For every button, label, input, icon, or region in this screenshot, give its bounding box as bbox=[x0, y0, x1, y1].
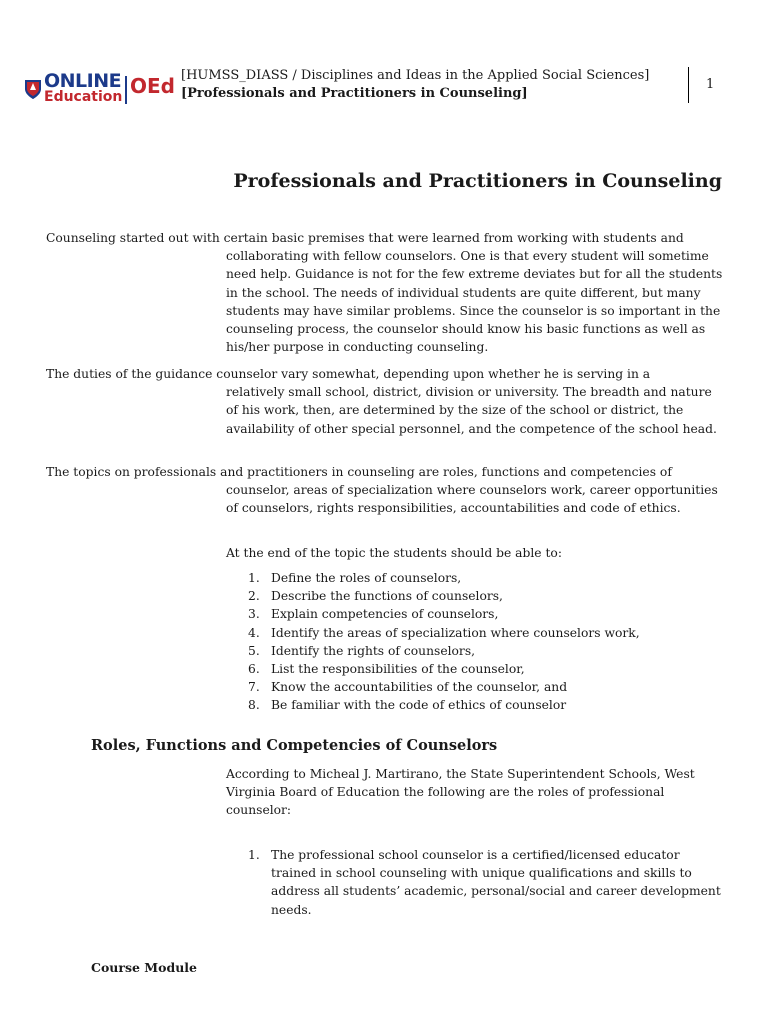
online-education-logo bbox=[24, 70, 174, 110]
section-heading: Roles, Functions and Competencies of Counselors bbox=[91, 737, 498, 754]
list-item: 6. List the responsibilities of the counselor, bbox=[248, 662, 525, 677]
shield-icon bbox=[24, 78, 42, 100]
logo-separator bbox=[125, 76, 127, 104]
objectives-intro: At the end of the topic the students should be able to: bbox=[226, 546, 562, 560]
header-divider bbox=[688, 67, 689, 103]
paragraph-premises bbox=[46, 229, 726, 356]
roles-list bbox=[226, 846, 726, 919]
list-item: 5. Identify the rights of counselors, bbox=[248, 643, 476, 658]
page-title: Professionals and Practitioners in Counseling bbox=[233, 170, 722, 192]
page-number: 1 bbox=[706, 77, 715, 92]
list-item: 1. Define the roles of counselors, bbox=[248, 571, 462, 585]
logo-oed-text: OEd bbox=[130, 74, 175, 98]
paragraph-duties bbox=[46, 365, 726, 438]
logo-education-text: Education bbox=[44, 89, 123, 105]
section-intro: According to Micheal J. Martirano, the State Superintendent Schools, West Virginia Board of Education the following are the roles of professional counselor: bbox=[226, 767, 695, 818]
paragraph-first-line: Counseling started out with certain basic premises that were learned from working with students and bbox=[46, 231, 684, 245]
list-item: 2. Describe the functions of counselors, bbox=[248, 589, 503, 604]
paragraph-body: collaborating with fellow counselors. One is that every student will sometime need help. Guidance is not for the few extreme deviates but for all the students in the school. The needs of individual students are quite different, but many students may have similar problems. Since the counselor is so important in the counseling process, the counselor should know his basic functions as well as his/her purpose in conducting counseling. bbox=[226, 249, 723, 355]
list-item: 4. Identify the areas of specialization where counselors work, bbox=[248, 625, 640, 640]
logo-online-text: ONLINE bbox=[44, 70, 122, 92]
header-course-line: [HUMSS_DIASS / Disciplines and Ideas in the Applied Social Sciences] bbox=[181, 68, 650, 83]
paragraph-first-line: The duties of the guidance counselor vary somewhat, depending upon whether he is serving in a bbox=[46, 367, 651, 381]
footer-course-module: Course Module bbox=[91, 960, 198, 975]
paragraph-topics bbox=[46, 463, 726, 518]
list-item: 7. Know the accountabilities of the counselor, and bbox=[248, 680, 568, 695]
list-item: 8. Be familiar with the code of ethics of counselor bbox=[248, 698, 567, 713]
paragraph-first-line: The topics on professionals and practitioners in counseling are roles, functions and competencies of bbox=[46, 465, 672, 479]
objectives-list bbox=[226, 569, 640, 715]
header-topic-line: [Professionals and Practitioners in Counseling] bbox=[181, 86, 528, 101]
list-item: 1. The professional school counselor is a certified/licensed educator trained in school counseling with unique qualifications and skills to address all students’ academic, personal/social and career development needs. bbox=[248, 848, 721, 917]
list-item: 3. Explain competencies of counselors, bbox=[248, 607, 499, 622]
paragraph-body: counselor, areas of specialization where counselors work, career opportunities of counselors, rights responsibilities, accountabilities and code of ethics. bbox=[226, 483, 718, 516]
paragraph-body: relatively small school, district, division or university. The breadth and nature of his work, then, are determined by the size of the school or district, the availability of other special personnel, and the competence of the school head. bbox=[226, 385, 717, 436]
